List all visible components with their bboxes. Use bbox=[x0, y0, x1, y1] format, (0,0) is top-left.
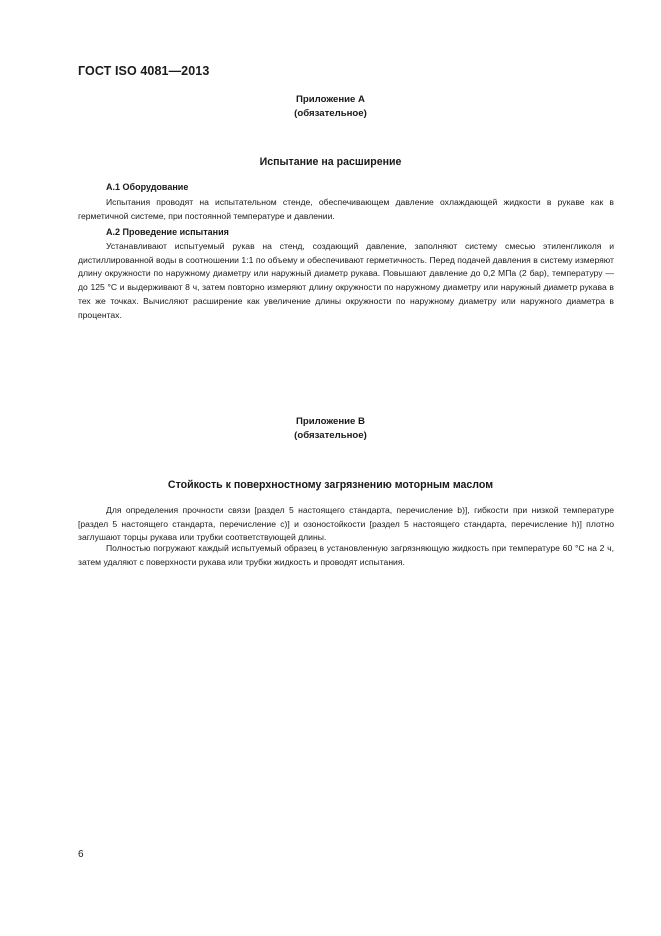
annex-a-status: (обязательное) bbox=[294, 108, 367, 119]
page-number: 6 bbox=[78, 849, 84, 860]
section-a2-heading: А.2 Проведение испытания bbox=[106, 227, 229, 237]
annex-b-status: (обязательное) bbox=[294, 430, 367, 441]
annex-a-title: Испытание на расширение bbox=[259, 156, 402, 168]
annex-a-heading bbox=[0, 93, 661, 121]
section-a2-text: Устанавливают испытуемый рукав на стенд, создающий давление, заполняют систему смесью этиленгликоля и дистиллированной воды в соотношении 1:1 по объему и обеспечивают герметичность. Перед подачей давления в систему измеряют длину окружности по наружному диаметру или наружный диаметр рукава. Повышают давление до 0,2 МПа (2 бар), температуру — до 125 °С и выдерживают 8 ч, затем повторно измеряют длину окружности по наружному диаметру или наружный диаметр рукава в тех же точках. Вычисляют расширение как увеличение длины окружности по наружному диаметру или наружного диаметра в процентах. bbox=[78, 241, 614, 320]
document-header: ГОСТ ISO 4081—2013 bbox=[78, 64, 210, 78]
annex-a-label: Приложение А bbox=[296, 94, 365, 105]
section-a1-text: Испытания проводят на испытательном стенде, обеспечивающем давление охлаждающей жидкости в рукаве как в герметичной системе, при постоянной температуре и давлении. bbox=[78, 197, 614, 221]
section-a1-heading: А.1 Оборудование bbox=[106, 182, 189, 192]
annex-b-label: Приложение В bbox=[296, 416, 365, 427]
annex-b-paragraph-2: Полностью погружают каждый испытуемый образец в установленную загрязняющую жидкость при температуре 60 °С на 2 ч, затем удаляют с поверхности рукава или трубки жидкость и проводят испытания. bbox=[78, 543, 614, 567]
annex-b-title: Стойкость к поверхностному загрязнению моторным маслом bbox=[167, 479, 494, 491]
annex-b-heading bbox=[0, 415, 661, 443]
annex-b-paragraph-1: Для определения прочности связи [раздел 5 настоящего стандарта, перечисление b)], гибкости при низкой температуре [раздел 5 настоящего стандарта, перечисление c)] и озоностойкости [раздел 5 настоящего стандарта, перечисление h)] плотно заглушают торцы рукава или трубки соответствующей длины. bbox=[78, 505, 614, 543]
